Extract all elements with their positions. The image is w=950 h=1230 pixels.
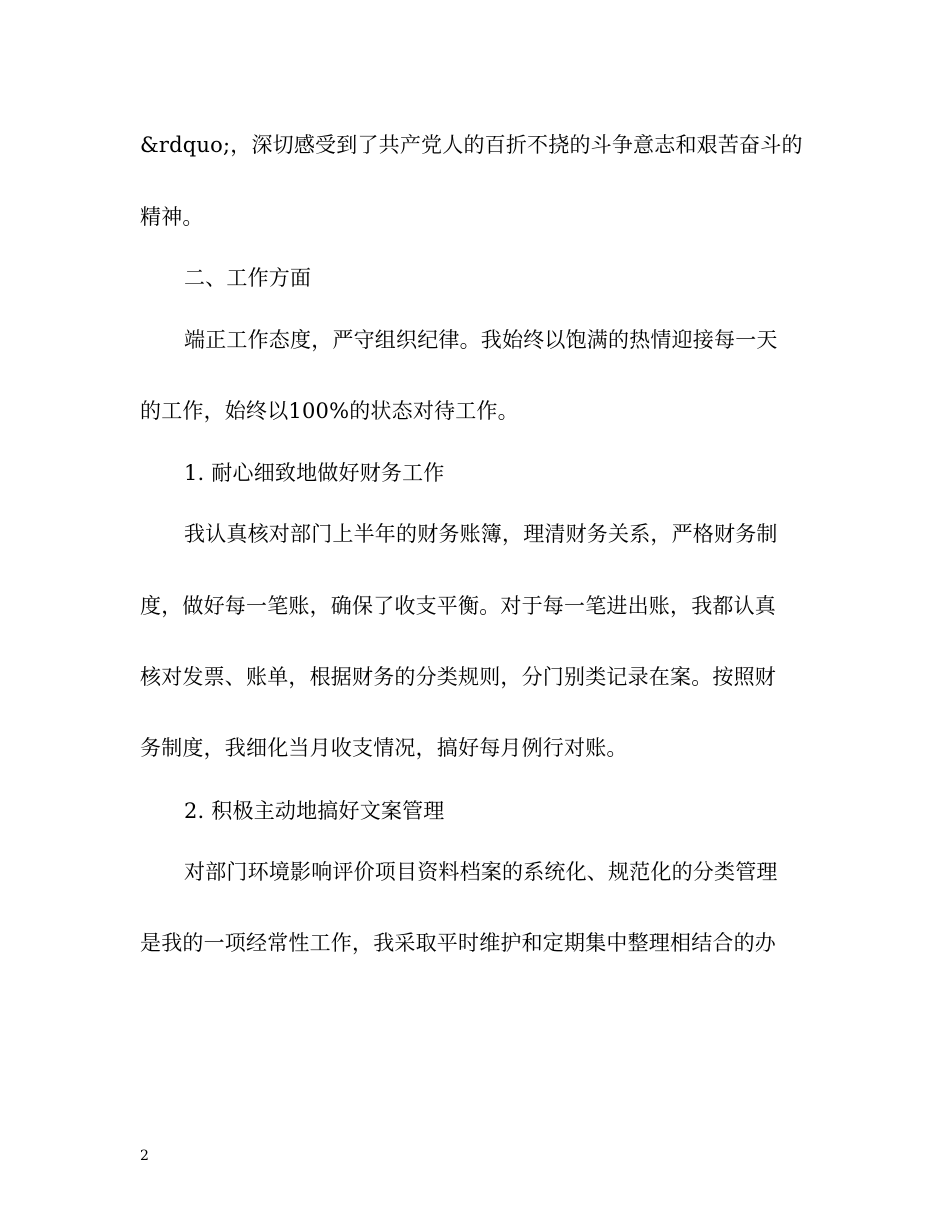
subsection-heading: 2. 积极主动地搞好文案管理 xyxy=(184,799,445,823)
paragraph-start-line: 对部门环境影响评价项目资料档案的系统化、规范化的分类管理 xyxy=(184,860,778,884)
body-text-line: 精神。 xyxy=(140,205,204,229)
section-heading: 二、工作方面 xyxy=(184,266,312,290)
paragraph-start-line: 端正工作态度，严守组织纪律。我始终以饱满的热情迎接每一天 xyxy=(184,328,778,352)
body-text-line: 的工作，始终以100%的状态对待工作。 xyxy=(140,399,519,423)
body-text-line: 是我的一项经常性工作，我采取平时维护和定期集中整理相结合的办 xyxy=(140,931,776,955)
paragraph-start-line: 我认真核对部门上半年的财务账簿，理清财务关系，严格财务制 xyxy=(184,522,778,546)
body-text-line: 务制度，我细化当月收支情况，搞好每月例行对账。 xyxy=(140,736,628,760)
page-number: 2 xyxy=(140,1148,149,1164)
subsection-heading: 1. 耐心细致地做好财务工作 xyxy=(184,461,445,485)
body-text-line: 度，做好每一笔账，确保了收支平衡。对于每一笔进出账，我都认真 xyxy=(140,594,776,618)
body-text-line: &rdquo;，深切感受到了共产党人的百折不挠的斗争意志和艰苦奋斗的 xyxy=(140,133,803,157)
body-text-line: 核对发票、账单，根据财务的分类规则，分门别类记录在案。按照财 xyxy=(140,665,776,689)
